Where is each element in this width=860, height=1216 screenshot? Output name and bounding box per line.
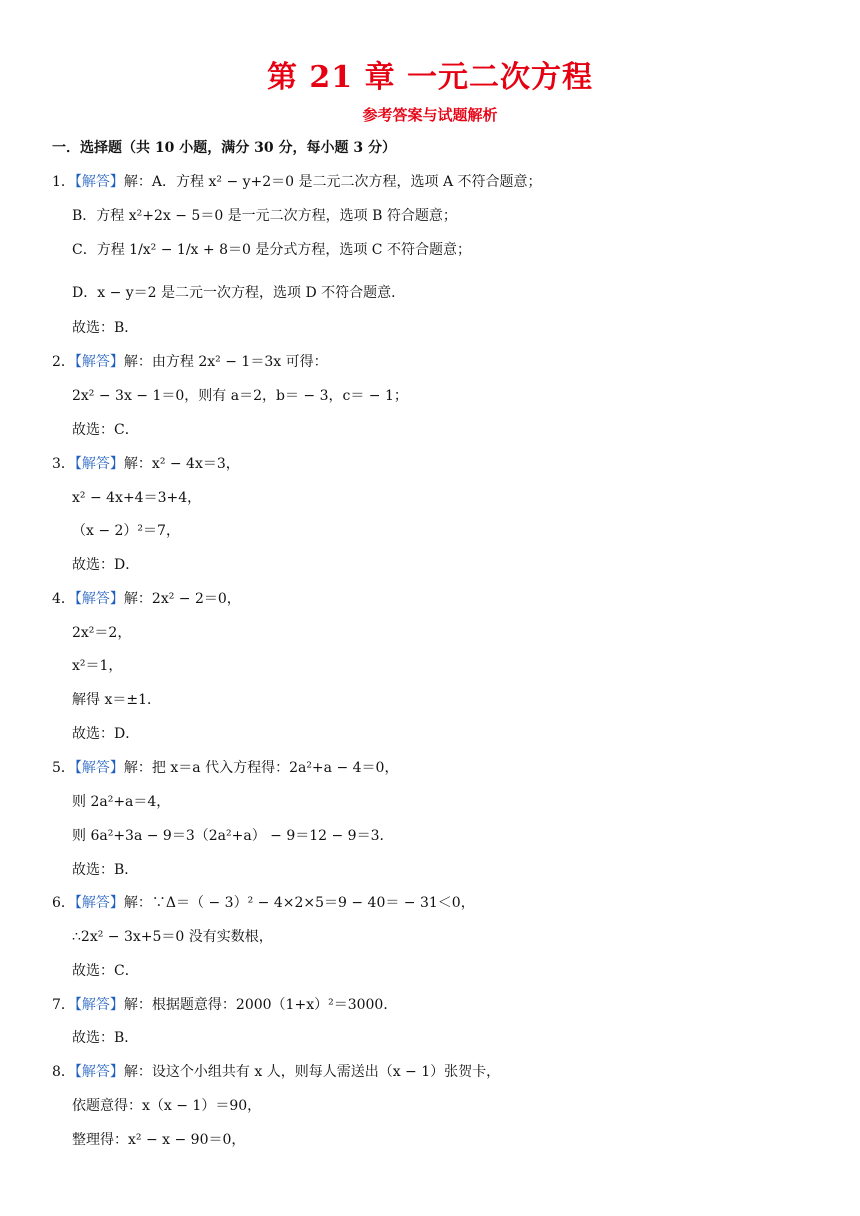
answer-tag: 【解答】	[74, 997, 124, 1013]
question-number: 2．	[52, 354, 75, 370]
answer-text: x² − 4x+4＝3+4，	[72, 490, 202, 506]
answer-line	[72, 961, 139, 981]
answer-text: 解：把 x＝a 代入方程得：2a²+a − 4＝0，	[123, 760, 399, 776]
answer-text: 故选：B．	[72, 862, 139, 878]
answer-text: 故选：B．	[72, 320, 139, 336]
answer-text: B．方程 x²+2x − 5＝0 是一元二次方程，选项 B 符合题意；	[72, 208, 457, 224]
answer-text: 解：设这个小组共有 x 人，则每人需送出（x − 1）张贺卡，	[123, 1064, 501, 1080]
answer-text: ∴2x² − 3x+5＝0 没有实数根，	[72, 929, 273, 945]
answer-line	[72, 656, 122, 676]
answer-line	[72, 240, 471, 260]
answer-line	[72, 318, 138, 338]
question-number: 4．	[52, 591, 75, 607]
answer-text: 故选：C．	[72, 422, 139, 438]
question-number: 6．	[52, 895, 75, 911]
answer-line	[72, 860, 138, 880]
question-number: 7．	[52, 997, 75, 1013]
answer-text: 故选：D．	[72, 557, 140, 573]
answer-text: 2x²＝2，	[72, 625, 132, 641]
answer-line	[72, 521, 180, 541]
answer-line	[72, 1130, 245, 1150]
answer-line	[72, 488, 201, 508]
answer-text: 解：A．方程 x² − y+2＝0 是二元二次方程，选项 A 不符合题意；	[123, 174, 542, 190]
answer-item-start	[52, 454, 240, 474]
answer-tag: 【解答】	[74, 591, 124, 607]
answer-line	[72, 792, 170, 812]
answer-text: x²＝1，	[72, 658, 123, 674]
answer-tag: 【解答】	[74, 456, 124, 472]
answer-item-start	[52, 172, 542, 192]
answer-item-start	[52, 758, 398, 778]
answer-tag: 【解答】	[74, 895, 124, 911]
answer-line	[72, 555, 139, 575]
answer-text: 解：由方程 2x² − 1＝3x 可得：	[123, 354, 328, 370]
answer-item-start	[52, 893, 475, 913]
question-number: 3．	[52, 456, 75, 472]
answer-item-start	[52, 1062, 500, 1082]
answer-text: 解：2x² − 2＝0，	[123, 591, 241, 607]
answer-line	[72, 420, 139, 440]
answer-line	[72, 283, 405, 303]
answer-text: 依题意得：x（x − 1）＝90，	[72, 1098, 262, 1114]
answer-text: 解：∵Δ＝（ − 3）² − 4×2×5＝9 − 40＝ − 31＜0，	[123, 895, 475, 911]
question-number: 5．	[52, 760, 75, 776]
answer-text: 整理得：x² − x − 90＝0，	[72, 1132, 246, 1148]
answer-item-start	[52, 995, 397, 1015]
answer-line	[72, 690, 161, 710]
answer-line	[72, 724, 139, 744]
page-title: 第 21 章 一元二次方程	[266, 60, 594, 95]
answer-text: 解得 x＝±1．	[72, 692, 161, 708]
answer-text: 故选：D．	[72, 726, 140, 742]
answer-text: 故选：C．	[72, 963, 139, 979]
section-heading: 一．选择题（共 10 小题，满分 30 分，每小题 3 分）	[52, 140, 396, 156]
page-subtitle: 参考答案与试题解析	[362, 106, 498, 124]
answer-line	[72, 1096, 261, 1116]
answer-item-start	[52, 589, 241, 609]
answer-text: D．x − y＝2 是二元一次方程，选项 D 不符合题意．	[72, 285, 406, 301]
answer-line	[72, 1028, 138, 1048]
answer-line	[72, 206, 457, 226]
answer-text: （x − 2）²＝7，	[72, 523, 180, 539]
answer-tag: 【解答】	[74, 354, 124, 370]
question-number: 1．	[52, 174, 75, 190]
answer-text: 则 2a²+a＝4，	[72, 794, 171, 810]
question-number: 8．	[52, 1064, 75, 1080]
answer-text: 解：x² − 4x＝3，	[123, 456, 240, 472]
answer-line	[72, 826, 394, 846]
answer-text: C．方程 1/x² − 1/x + 8＝0 是分式方程，选项 C 不符合题意；	[72, 242, 471, 258]
answer-text: 解：根据题意得：2000（1+x）²＝3000．	[123, 997, 398, 1013]
answer-line	[72, 623, 131, 643]
answer-text: 2x² − 3x − 1＝0，则有 a＝2，b＝ − 3，c＝ − 1；	[72, 388, 408, 404]
answer-line	[72, 386, 408, 406]
answer-tag: 【解答】	[74, 1064, 124, 1080]
answer-tag: 【解答】	[74, 174, 124, 190]
answer-line	[72, 927, 273, 947]
answer-tag: 【解答】	[74, 760, 124, 776]
answer-item-start	[52, 352, 328, 372]
answer-text: 故选：B．	[72, 1030, 139, 1046]
answer-text: 则 6a²+3a − 9＝3（2a²+a） − 9＝12 − 9＝3．	[72, 828, 394, 844]
